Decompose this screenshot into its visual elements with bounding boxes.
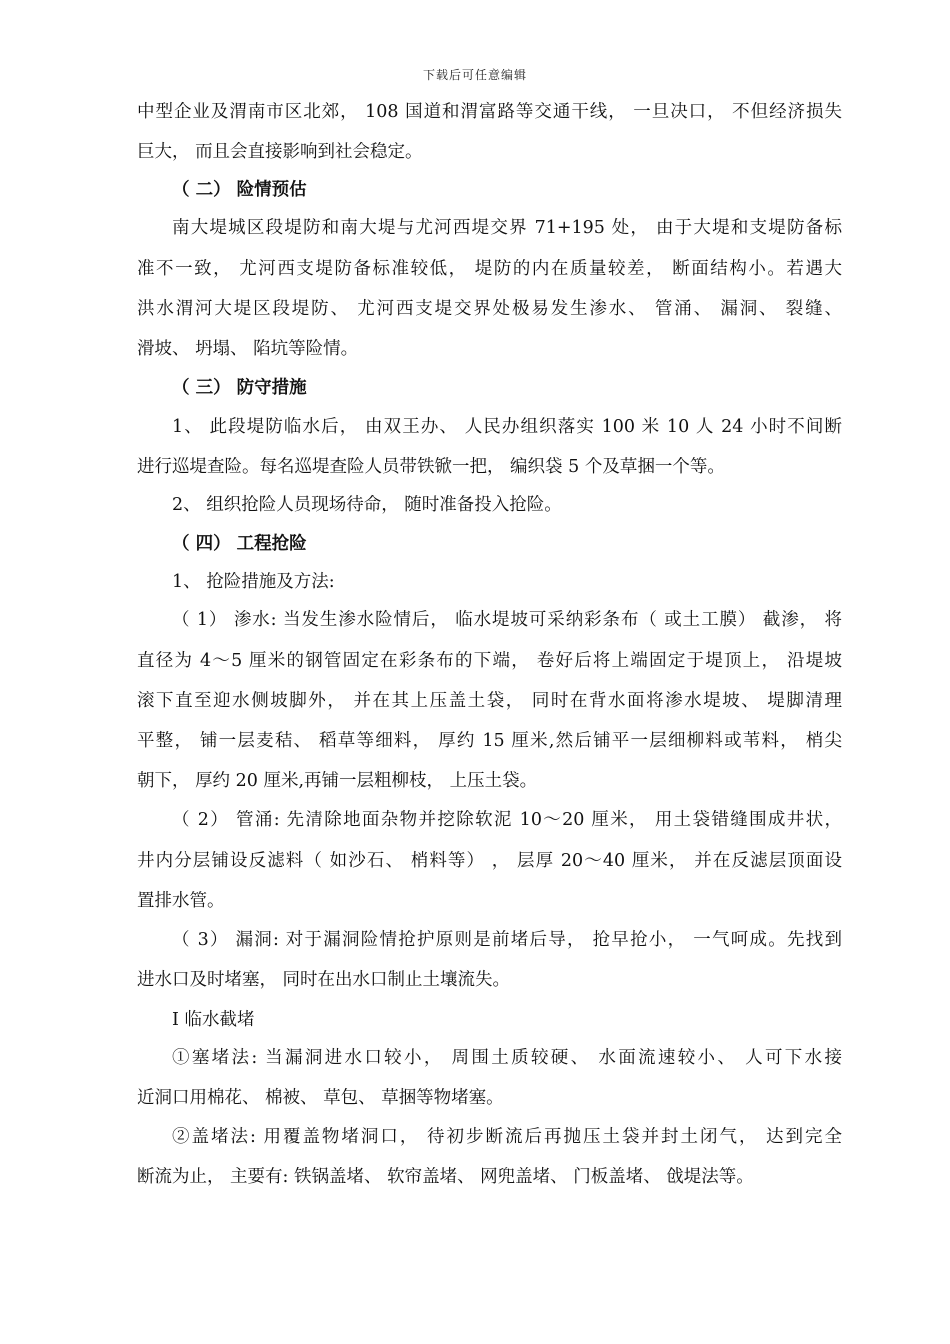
text-line: 平整， 铺一层麦秸、 稻草等细料， 厚约 15 厘米,然后铺平一层细柳料或苇料， 梢尖 [137,731,842,751]
text-line: ②盖堵法: 用覆盖物堵洞口， 待初步断流后再抛压土袋并封土闭气， 达到完全 [172,1127,842,1147]
text-line: （ 3） 漏洞: 对于漏洞险情抢护原则是前堵后导， 抢早抢小， 一气呵成。先找到 [172,930,842,950]
page-header: 下载后可任意编辑 [422,68,527,82]
text-line: 中型企业及渭南市区北郊， 108 国道和渭富路等交通干线， 一旦决口， 不但经济损失 [137,102,842,122]
text-line: 1、 此段堤防临水后， 由双王办、 人民办组织落实 100 米 10 人 24 小时不间断 [172,417,842,437]
text-line: 井内分层铺设反滤料（ 如沙石、 梢料等） ， 层厚 20～40 厘米， 并在反滤层顶面设 [137,851,842,871]
text-line: 进水口及时堵塞， 同时在出水口制止土壤流失。 [137,970,511,990]
text-line: 朝下， 厚约 20 厘米,再铺一层粗柳枝， 上压土袋。 [137,771,538,791]
text-line: ①塞堵法: 当漏洞进水口较小， 周围土质较硬、 水面流速较小、 人可下水接 [172,1048,842,1068]
text-line: 进行巡堤查险。每名巡堤查险人员带铁锨一把， 编织袋 5 个及草捆一个等。 [137,457,725,477]
section-heading: （ 二） 险情预估 [172,180,307,200]
text-line: Ⅰ 临水截堵 [172,1010,255,1030]
section-heading: （ 三） 防守措施 [172,378,307,398]
text-line: 1、 抢险措施及方法: [172,572,335,592]
text-line: 南大堤城区段堤防和南大堤与尤河西堤交界 71+195 处， 由于大堤和支堤防备标 [172,218,842,238]
text-line: 巨大， 而且会直接影响到社会稳定。 [137,142,423,162]
text-line: （ 2） 管涌: 先清除地面杂物并挖除软泥 10～20 厘米， 用土袋错缝围成井状， [172,810,842,830]
text-line: 滑坡、 坍塌、 陷坑等险情。 [137,339,359,359]
text-line: 准不一致， 尤河西支堤防备标准较低， 堤防的内在质量较差， 断面结构小。若遇大 [137,259,842,279]
text-line: 断流为止， 主要有: 铁锅盖堵、 软帘盖堵、 网兜盖堵、 门板盖堵、 戗堤法等。 [137,1167,754,1187]
text-line: 置排水管。 [137,891,225,911]
section-heading: （ 四） 工程抢险 [172,534,307,554]
text-line: （ 1） 渗水: 当发生渗水险情后， 临水堤坡可采纳彩条布（ 或土工膜） 截渗， 将 [172,610,842,630]
text-line: 近洞口用棉花、 棉被、 草包、 草捆等物堵塞。 [137,1088,504,1108]
text-line: 洪水渭河大堤区段堤防、 尤河西支堤交界处极易发生渗水、 管涌、 漏洞、 裂缝、 [137,299,842,319]
text-line: 滚下直至迎水侧坡脚外， 并在其上压盖土袋， 同时在背水面将渗水堤坡、 堤脚清理 [137,691,842,711]
text-line: 直径为 4～5 厘米的钢管固定在彩条布的下端， 卷好后将上端固定于堤顶上， 沿堤坡 [137,651,842,671]
text-line: 2、 组织抢险人员现场待命， 随时准备投入抢险。 [172,495,562,515]
